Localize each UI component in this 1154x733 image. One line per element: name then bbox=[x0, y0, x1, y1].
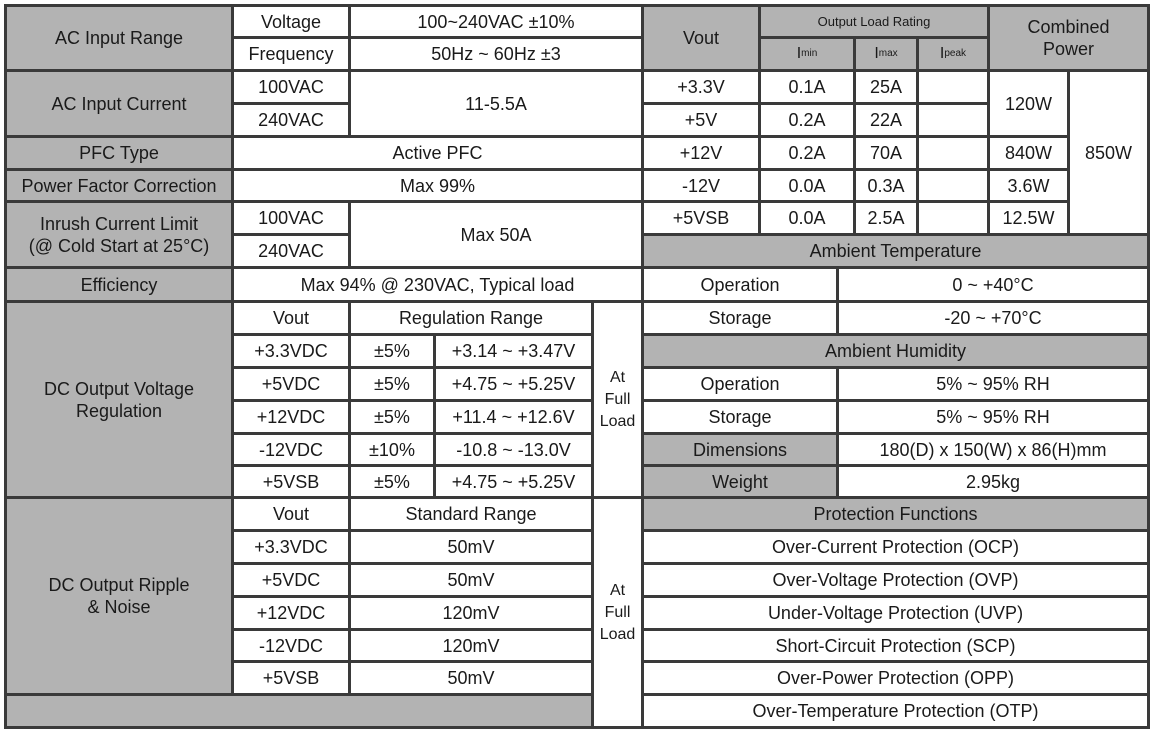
regulation-tol: ±5% bbox=[351, 336, 433, 366]
regulation-note-line1: At bbox=[609, 368, 626, 386]
regulation-vout: -12VDC bbox=[234, 435, 348, 464]
power-factor-value: Max 99% bbox=[234, 171, 641, 200]
ripple-note-line1: At bbox=[609, 581, 626, 599]
combined-12v: 840W bbox=[990, 138, 1067, 168]
ac-current-100vac: 100VAC bbox=[234, 72, 348, 102]
ripple-note-line2: Full bbox=[604, 603, 631, 621]
regulation-tol: ±5% bbox=[351, 369, 433, 399]
regulation-note-line2: Full bbox=[604, 390, 631, 408]
imin-header bbox=[761, 39, 853, 69]
ripple-value: 120mV bbox=[351, 631, 591, 660]
protection-item: Over-Current Protection (OCP) bbox=[644, 532, 1147, 562]
ripple-value: 50mV bbox=[351, 565, 591, 595]
inrush-value: Max 50A bbox=[351, 203, 641, 266]
output-ipeak bbox=[919, 105, 987, 135]
regulation-vout: +5VDC bbox=[234, 369, 348, 399]
ripple-label bbox=[7, 499, 231, 693]
ac-input-range-label: AC Input Range bbox=[7, 7, 231, 69]
regulation-col-vout: Vout bbox=[234, 303, 348, 333]
ambient-humidity-title: Ambient Humidity bbox=[644, 336, 1147, 366]
humidity-storage-value: 5% ~ 95% RH bbox=[839, 402, 1147, 432]
output-ipeak bbox=[919, 203, 987, 233]
pfc-type-value: Active PFC bbox=[234, 138, 641, 168]
weight-value: 2.95kg bbox=[839, 467, 1147, 496]
output-vout: +5V bbox=[644, 105, 758, 135]
ac-current-240vac: 240VAC bbox=[234, 105, 348, 135]
regulation-tol: ±5% bbox=[351, 402, 433, 432]
regulation-tol: ±5% bbox=[351, 467, 433, 496]
regulation-vout: +3.3VDC bbox=[234, 336, 348, 366]
output-vout: +12V bbox=[644, 138, 758, 168]
ambient-temperature-title: Ambient Temperature bbox=[644, 236, 1147, 266]
regulation-range: +4.75 ~ +5.25V bbox=[436, 467, 591, 496]
humidity-storage-label: Storage bbox=[644, 402, 836, 432]
imax-base: I bbox=[874, 45, 879, 62]
humidity-operation-label: Operation bbox=[644, 369, 836, 399]
inrush-100vac: 100VAC bbox=[234, 203, 348, 233]
output-ipeak bbox=[919, 72, 987, 102]
output-ipeak bbox=[919, 171, 987, 200]
ripple-full-load-note bbox=[594, 499, 641, 726]
regulation-tol: ±10% bbox=[351, 435, 433, 464]
ripple-label-line2: & Noise bbox=[87, 597, 151, 617]
ripple-col-range: Standard Range bbox=[351, 499, 591, 529]
ipeak-header bbox=[919, 39, 987, 69]
imax-header bbox=[856, 39, 916, 69]
ripple-label-line1: DC Output Ripple bbox=[48, 575, 190, 595]
combined-line1: Combined bbox=[1027, 17, 1110, 37]
inrush-label bbox=[7, 203, 231, 266]
output-load-rating-header: Output Load Rating bbox=[761, 7, 987, 36]
output-imin: 0.2A bbox=[761, 138, 853, 168]
regulation-range: +3.14 ~ +3.47V bbox=[436, 336, 591, 366]
temp-operation-value: 0 ~ +40°C bbox=[839, 269, 1147, 300]
regulation-range: +11.4 ~ +12.6V bbox=[436, 402, 591, 432]
regulation-vout: +12VDC bbox=[234, 402, 348, 432]
voltage-value: 100~240VAC ±10% bbox=[351, 7, 641, 36]
efficiency-value: Max 94% @ 230VAC, Typical load bbox=[234, 269, 641, 300]
ripple-note-line3: Load bbox=[599, 625, 636, 643]
frequency-label: Frequency bbox=[234, 39, 348, 69]
inrush-label-line2: (@ Cold Start at 25°C) bbox=[28, 235, 210, 256]
ipeak-base: I bbox=[939, 45, 945, 62]
temp-storage-value: -20 ~ +70°C bbox=[839, 303, 1147, 333]
ripple-vout: -12VDC bbox=[234, 631, 348, 660]
output-imax: 0.3A bbox=[856, 171, 916, 200]
regulation-range: +4.75 ~ +5.25V bbox=[436, 369, 591, 399]
voltage-label: Voltage bbox=[234, 7, 348, 36]
combined-5vsb: 12.5W bbox=[990, 203, 1067, 233]
bottom-filler bbox=[7, 696, 591, 726]
protection-item: Short-Circuit Protection (SCP) bbox=[644, 631, 1147, 660]
inrush-240vac: 240VAC bbox=[234, 236, 348, 266]
regulation-note-line3: Load bbox=[599, 412, 636, 430]
output-col-vout: Vout bbox=[644, 7, 758, 69]
output-imax: 2.5A bbox=[856, 203, 916, 233]
ripple-vout: +3.3VDC bbox=[234, 532, 348, 562]
combined-power-header bbox=[990, 7, 1147, 69]
regulation-col-range: Regulation Range bbox=[351, 303, 591, 333]
output-imin: 0.2A bbox=[761, 105, 853, 135]
power-factor-label: Power Factor Correction bbox=[7, 171, 231, 200]
dimensions-label: Dimensions bbox=[644, 435, 836, 464]
humidity-operation-value: 5% ~ 95% RH bbox=[839, 369, 1147, 399]
ac-current-value: 11-5.5A bbox=[351, 72, 641, 135]
output-vout: -12V bbox=[644, 171, 758, 200]
output-vout: +5VSB bbox=[644, 203, 758, 233]
ipeak-sub: peak bbox=[944, 48, 967, 59]
imin-base: I bbox=[796, 45, 802, 62]
output-imax: 22A bbox=[856, 105, 916, 135]
protection-item: Over-Voltage Protection (OVP) bbox=[644, 565, 1147, 595]
ripple-vout: +12VDC bbox=[234, 598, 348, 628]
weight-label: Weight bbox=[644, 467, 836, 496]
protection-functions-title: Protection Functions bbox=[644, 499, 1147, 529]
output-imax: 70A bbox=[856, 138, 916, 168]
ripple-value: 50mV bbox=[351, 663, 591, 693]
regulation-range: -10.8 ~ -13.0V bbox=[436, 435, 591, 464]
regulation-label bbox=[7, 303, 231, 496]
protection-item: Over-Temperature Protection (OTP) bbox=[644, 696, 1147, 726]
combined-total: 850W bbox=[1070, 72, 1147, 233]
output-imin: 0.1A bbox=[761, 72, 853, 102]
ac-input-current-label: AC Input Current bbox=[7, 72, 231, 135]
ripple-value: 120mV bbox=[351, 598, 591, 628]
pfc-type-label: PFC Type bbox=[7, 138, 231, 168]
output-imin: 0.0A bbox=[761, 171, 853, 200]
ripple-vout: +5VSB bbox=[234, 663, 348, 693]
regulation-label-line1: DC Output Voltage bbox=[43, 378, 195, 399]
ripple-vout: +5VDC bbox=[234, 565, 348, 595]
regulation-vout: +5VSB bbox=[234, 467, 348, 496]
temp-storage-label: Storage bbox=[644, 303, 836, 333]
protection-item: Under-Voltage Protection (UVP) bbox=[644, 598, 1147, 628]
combined-3v3-5v: 120W bbox=[990, 72, 1067, 135]
combined-line2: Power bbox=[1042, 39, 1095, 59]
regulation-label-line2: Regulation bbox=[75, 400, 163, 421]
output-imin: 0.0A bbox=[761, 203, 853, 233]
temp-operation-label: Operation bbox=[644, 269, 836, 300]
protection-item: Over-Power Protection (OPP) bbox=[644, 663, 1147, 693]
output-imax: 25A bbox=[856, 72, 916, 102]
regulation-full-load-note bbox=[594, 303, 641, 496]
output-ipeak bbox=[919, 138, 987, 168]
imax-sub: max bbox=[878, 48, 898, 59]
imin-sub: min bbox=[801, 48, 818, 59]
frequency-value: 50Hz ~ 60Hz ±3 bbox=[351, 39, 641, 69]
combined-neg12v: 3.6W bbox=[990, 171, 1067, 200]
efficiency-label: Efficiency bbox=[7, 269, 231, 300]
output-vout: +3.3V bbox=[644, 72, 758, 102]
dimensions-value: 180(D) x 150(W) x 86(H)mm bbox=[839, 435, 1147, 464]
ripple-value: 50mV bbox=[351, 532, 591, 562]
inrush-label-line1: Inrush Current Limit bbox=[39, 213, 199, 234]
ripple-col-vout: Vout bbox=[234, 499, 348, 529]
